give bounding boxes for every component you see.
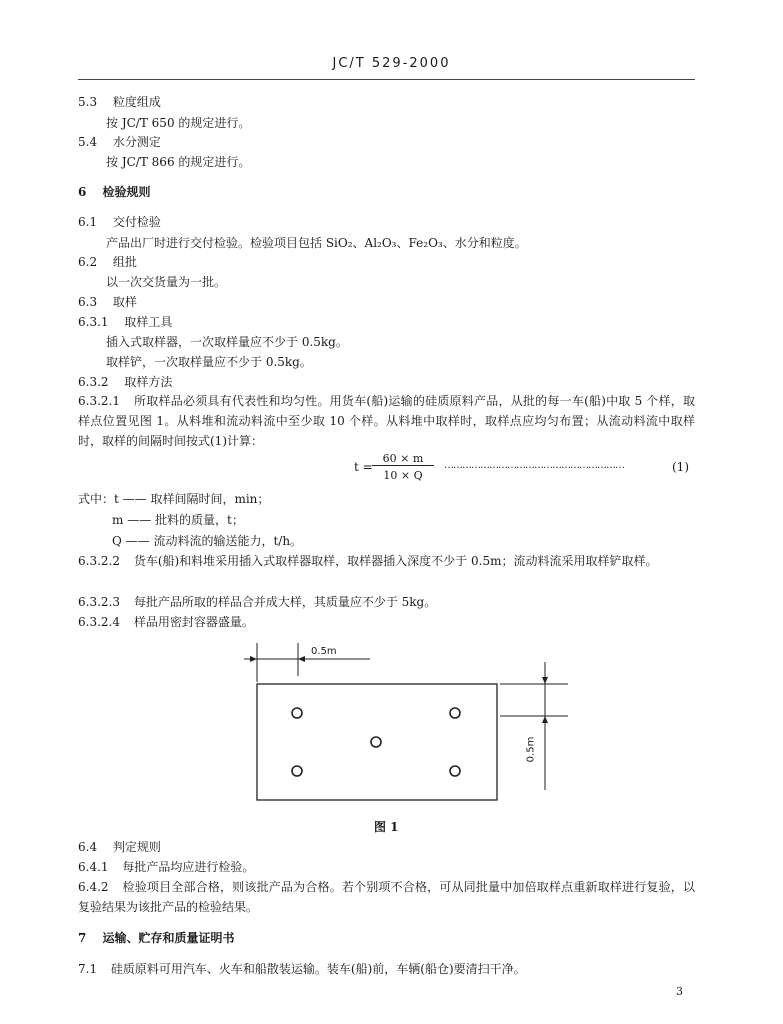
section-title: 取样工具	[124, 315, 173, 329]
header-rule	[78, 79, 695, 80]
section-6-3-1-line-1: 插入式取样器，一次取样量应不少于 0.5kg。	[106, 335, 348, 349]
formula-lhs: t =	[354, 460, 373, 474]
section-number: 6.4.2	[78, 880, 109, 894]
formula-leader-dots: ……………………………………………………	[444, 460, 624, 471]
where-m-definition: m —— 批料的质量，t；	[112, 513, 244, 527]
section-6-4-heading	[78, 838, 161, 855]
section-title: 运输、贮存和质量证明书	[102, 931, 235, 945]
sampling-point	[450, 766, 460, 776]
section-number: 6.3.2	[78, 375, 109, 389]
section-6-2-heading	[78, 253, 137, 270]
section-number: 6.3.2.3	[78, 595, 120, 609]
section-6-4-1	[78, 858, 254, 875]
section-title: 交付检验	[112, 215, 161, 229]
where-t-definition: t —— 取样间隔时间，min；	[114, 492, 270, 506]
section-title: 粒度组成	[112, 95, 161, 109]
section-number: 6.3	[78, 295, 98, 309]
section-number: 6.4.1	[78, 860, 109, 874]
sampling-point	[371, 737, 381, 747]
where-q-definition: Q —— 流动料流的输送能力，t/h。	[112, 534, 303, 548]
section-number: 5.3	[78, 95, 98, 109]
figure-caption: 图 1	[374, 820, 399, 834]
section-body: 样品用密封容器盛量。	[133, 615, 254, 629]
section-body: 检验项目全部合格，则该批产品为合格。若个别项不合格，可从同批量中加倍取样点重新取样进行复验，以复验结果为该批产品的检验结果。	[78, 880, 695, 914]
dim-top-arrow-left	[250, 656, 257, 662]
section-5-3-heading	[78, 93, 161, 110]
section-7-1	[78, 960, 526, 977]
sampling-point	[450, 708, 460, 718]
standard-code-header: JC/T 529-2000	[332, 56, 451, 71]
sampling-point	[292, 708, 302, 718]
section-number: 6.3.1	[78, 315, 109, 329]
section-5-4-body: 按 JC/T 866 的规定进行。	[106, 155, 251, 169]
section-6-1-body: 产品出厂时进行交付检验。检验项目包括 SiO₂、Al₂O₃、Fe₂O₃、水分和粒度。	[106, 236, 527, 250]
section-6-3-2-heading	[78, 373, 172, 390]
section-title: 检验规则	[102, 185, 151, 199]
dim-right-arrow-top	[542, 677, 548, 684]
section-body: 硅质原料可用汽车、火车和船散装运输。装车(船)前，车辆(船仓)要清扫干净。	[110, 962, 526, 976]
where-lead: 式中：	[78, 492, 115, 506]
section-6-3-2-4	[78, 613, 254, 630]
section-number: 6.3.2.4	[78, 615, 120, 629]
section-body: 每批产品均应进行检验。	[122, 860, 255, 874]
page-number: 3	[676, 985, 683, 998]
section-body: 每批产品所取的样品合并成大样，其质量应不少于 5kg。	[133, 595, 437, 609]
section-number: 6.3.2.2	[78, 554, 120, 568]
section-6-3-2-2	[78, 551, 695, 571]
section-number: 6.4	[78, 840, 98, 854]
formula-numerator: 60 × m	[372, 452, 434, 466]
section-number: 6.3.2.1	[78, 394, 120, 408]
section-6-3-1-heading	[78, 313, 172, 330]
section-5-4-heading	[78, 133, 161, 150]
sampling-point	[292, 766, 302, 776]
where-clause-t	[78, 490, 269, 507]
section-5-3-body: 按 JC/T 650 的规定进行。	[106, 116, 251, 130]
section-6-4-2	[78, 877, 695, 917]
section-title: 取样方法	[124, 375, 173, 389]
section-number: 6	[78, 185, 87, 199]
dim-right-arrow-bottom	[542, 716, 548, 723]
dimension-label-top: 0.5m	[311, 646, 337, 657]
formula-equation-number: (1)	[672, 460, 689, 474]
section-7-heading	[78, 929, 235, 946]
formula-denominator: 10 × Q	[383, 469, 423, 482]
section-6-2-body: 以一次交货量为一批。	[106, 275, 227, 289]
section-title: 判定规则	[112, 840, 161, 854]
section-number: 6.1	[78, 215, 98, 229]
section-number: 7	[78, 931, 87, 945]
section-6-3-2-1	[78, 391, 695, 451]
section-6-3-1-line-2: 取样铲，一次取样量应不少于 0.5kg。	[106, 355, 312, 369]
section-number: 5.4	[78, 135, 98, 149]
dimension-label-right: 0.5m	[525, 736, 537, 763]
section-6-3-heading	[78, 293, 137, 310]
section-6-3-2-3	[78, 593, 436, 610]
section-title: 水分测定	[112, 135, 161, 149]
dim-top-arrow-right	[298, 656, 305, 662]
section-body: 所取样品必须具有代表性和均匀性。用货车(船)运输的硅质原料产品，从批的每一车(船)中取 5 个样，取样点位置见图 1。从料堆和流动料流中至少取 10 个样。从料堆中取样时，取样点应均匀布置；从流动料流中取样时，取样的间隔时间按式(1)计算：	[78, 394, 695, 448]
section-title: 组批	[112, 255, 137, 269]
section-number: 6.2	[78, 255, 98, 269]
section-6-1-heading	[78, 213, 161, 230]
section-body: 货车(船)和料堆采用插入式取样器取样，取样器插入深度不少于 0.5m；流动料流采用取样铲取样。	[133, 554, 658, 568]
wagon-outline	[257, 684, 497, 800]
section-6-heading	[78, 183, 151, 200]
section-number: 7.1	[78, 962, 98, 976]
section-title: 取样	[112, 295, 137, 309]
